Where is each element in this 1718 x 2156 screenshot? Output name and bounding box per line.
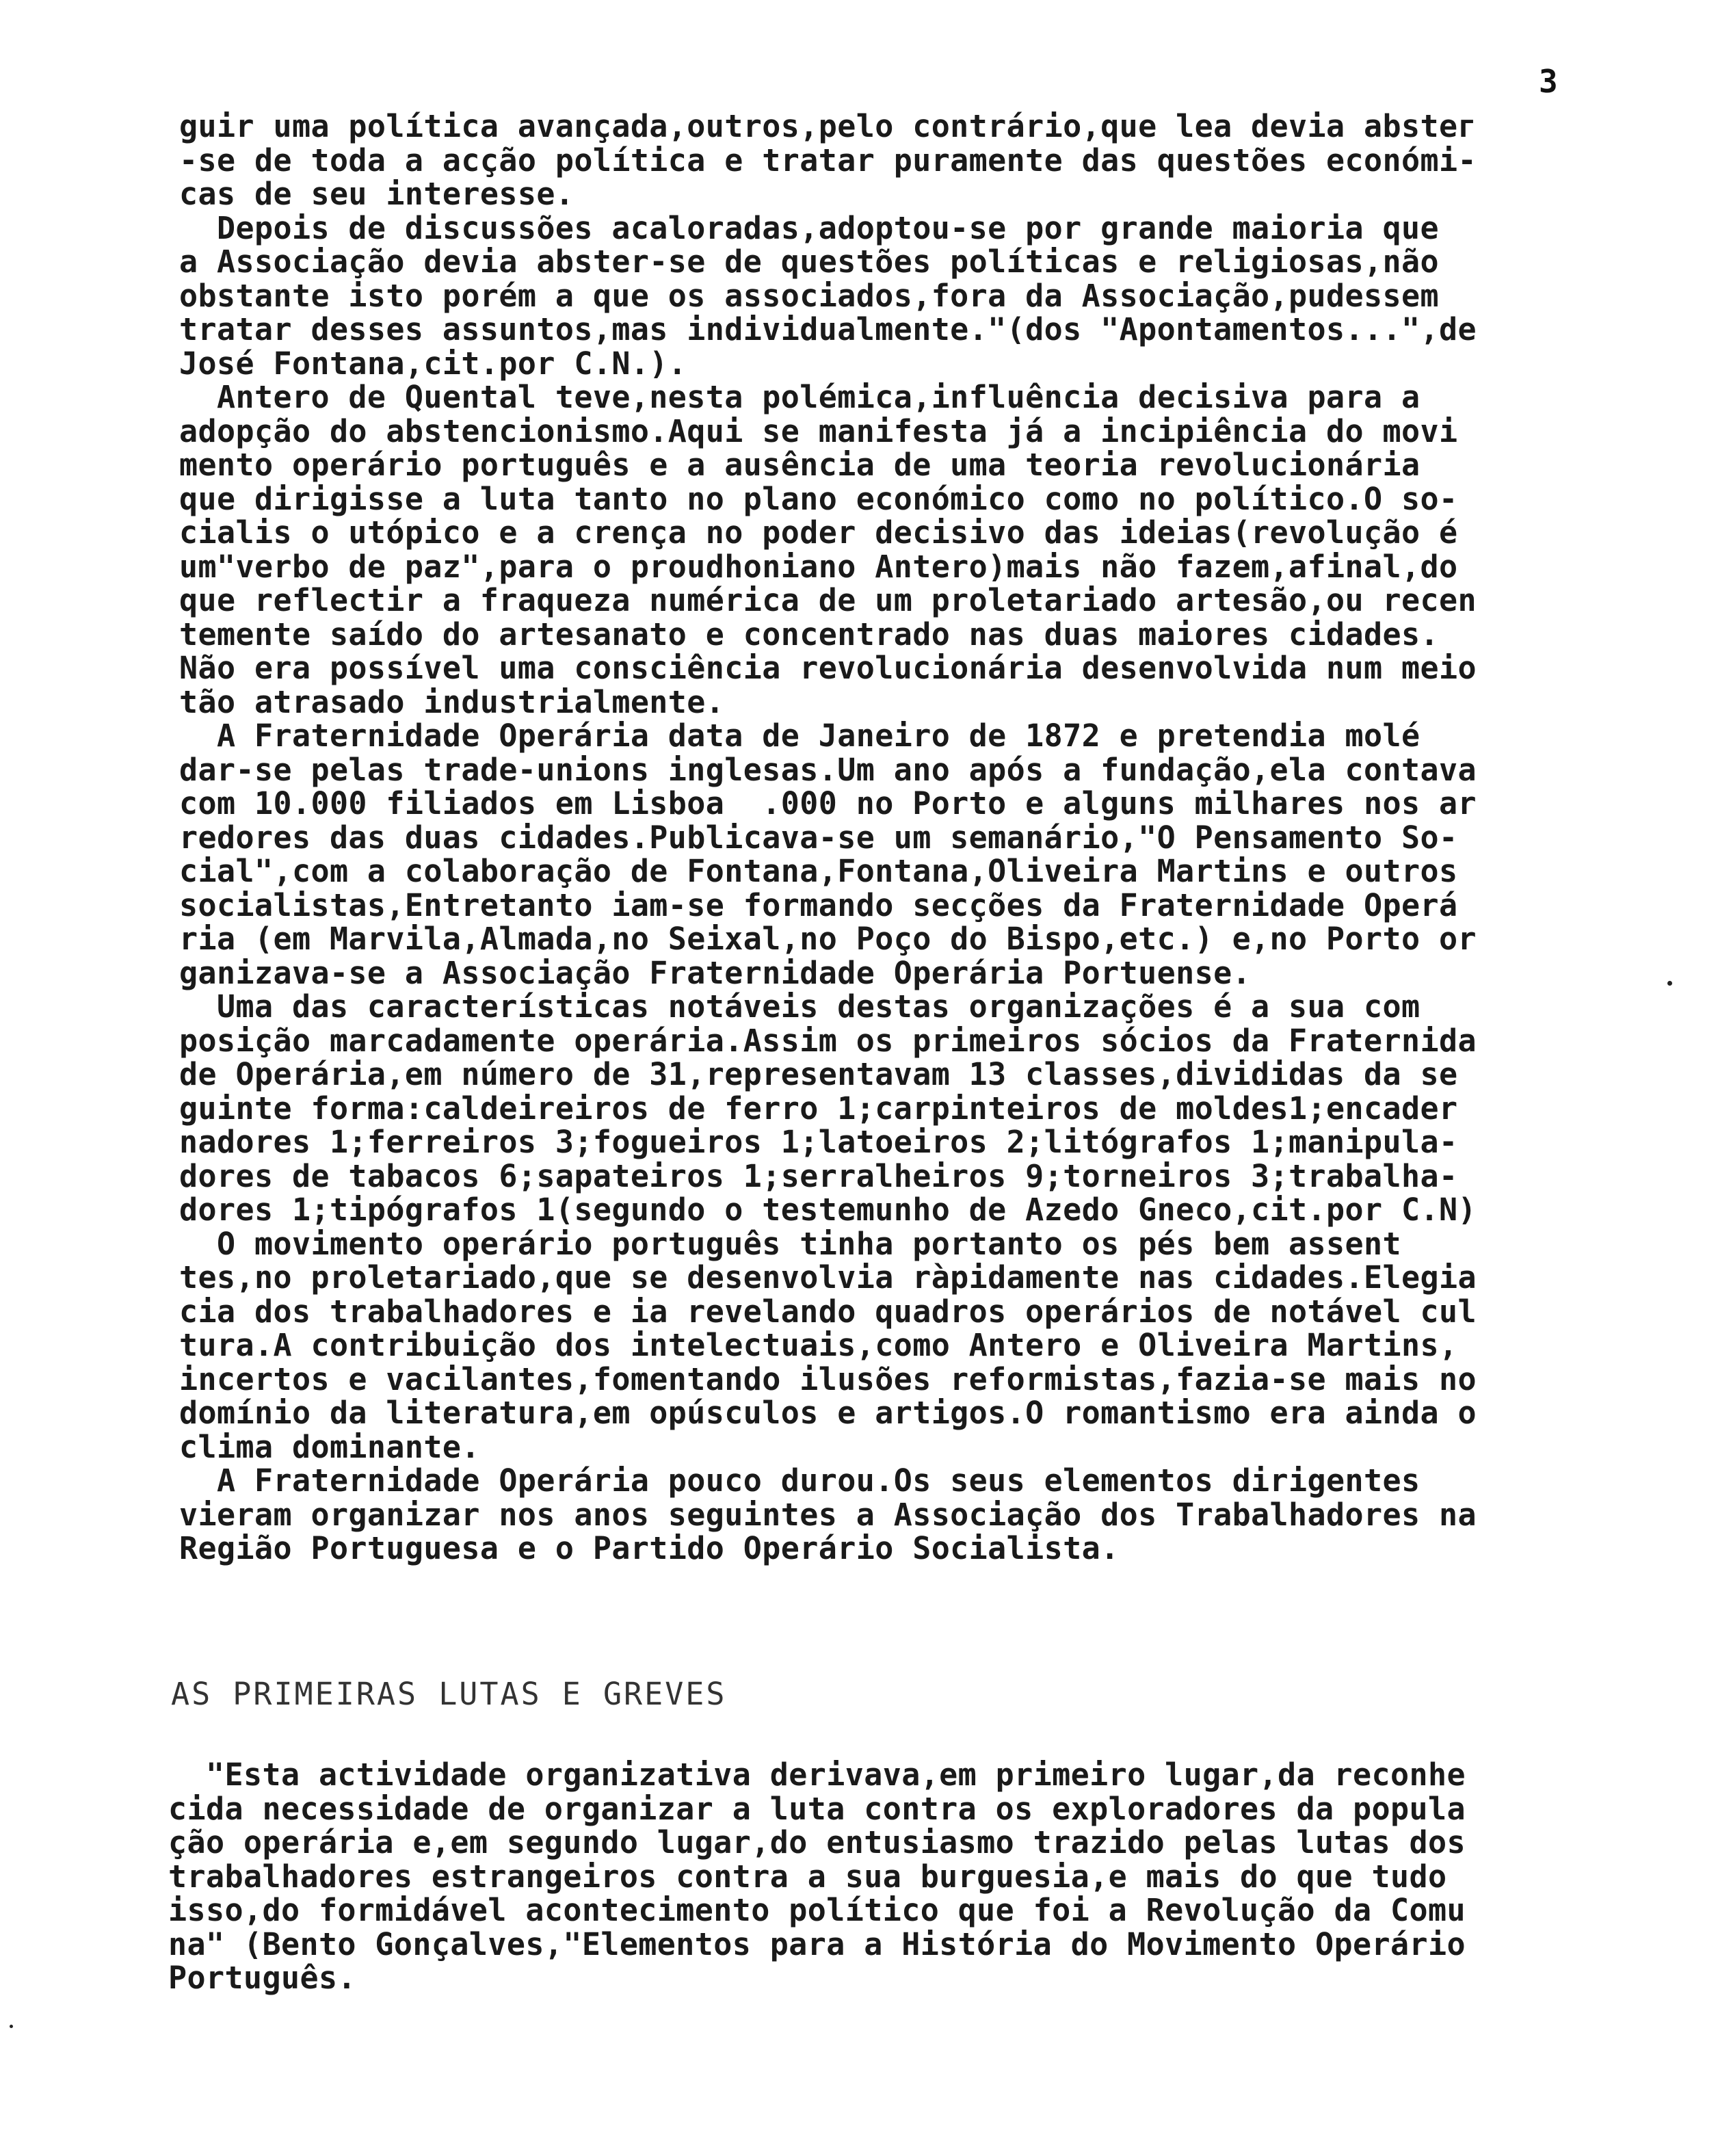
text-line: -se de toda a acção política e tratar puramente das questões económi- bbox=[179, 142, 1477, 179]
text-line: clima dominante. bbox=[179, 1428, 480, 1465]
text-line: A Fraternidade Operária pouco durou.Os seus elementos dirigentes bbox=[179, 1462, 1420, 1499]
ink-speck bbox=[10, 2025, 13, 2028]
quote-line: ção operária e,em segundo lugar,do entusiasmo trazido pelas lutas dos bbox=[168, 1824, 1466, 1861]
text-line: temente saído do artesanato e concentrado nas duas maiores cidades. bbox=[179, 616, 1439, 653]
text-line: posição marcadamente operária.Assim os primeiros sócios da Fraternida bbox=[179, 1022, 1477, 1059]
quote-line: cida necessidade de organizar a luta contra os exploradores da popula bbox=[168, 1790, 1466, 1827]
text-line: domínio da literatura,em opúsculos e artigos.O romantismo era ainda o bbox=[179, 1395, 1477, 1431]
text-line: Região Portuguesa e o Partido Operário Socialista. bbox=[179, 1530, 1120, 1566]
text-line: adopção do abstencionismo.Aqui se manifesta já a incipiência do movi bbox=[179, 412, 1458, 449]
text-line: incertos e vacilantes,fomentando ilusões reformistas,fazia-se mais no bbox=[179, 1360, 1477, 1397]
text-line: ganizava-se a Associação Fraternidade Operária Portuense. bbox=[179, 954, 1252, 991]
body-text bbox=[179, 109, 1588, 1566]
text-line: cial",com a colaboração de Fontana,Fontana,Oliveira Martins e outros bbox=[179, 853, 1458, 889]
text-line: um"verbo de paz",para o proudhoniano Antero)mais não fazem,afinal,do bbox=[179, 548, 1458, 585]
text-line: tes,no proletariado,que se desenvolvia ràpidamente nas cidades.Elegia bbox=[179, 1259, 1477, 1296]
text-line: Uma das características notáveis destas organizações é a sua com bbox=[179, 988, 1420, 1025]
text-line: dores 1;tipógrafos 1(segundo o testemunho de Azedo Gneco,cit.por C.N) bbox=[179, 1192, 1477, 1228]
section-heading: AS PRIMEIRAS LUTAS E GREVES bbox=[171, 1676, 727, 1712]
text-line: José Fontana,cit.por C.N.). bbox=[179, 345, 687, 382]
quote-line: na" (Bento Gonçalves,"Elementos para a História do Movimento Operário bbox=[168, 1925, 1466, 1962]
text-line: cas de seu interesse. bbox=[179, 176, 574, 212]
text-line: com 10.000 filiados em Lisboa .000 no Porto e alguns milhares nos ar bbox=[179, 785, 1477, 821]
text-line: nadores 1;ferreiros 3;fogueiros 1;latoeiros 2;litógrafos 1;manipula- bbox=[179, 1124, 1458, 1160]
ink-speck bbox=[1667, 981, 1672, 986]
text-line: socialistas,Entretanto iam-se formando secções da Fraternidade Operá bbox=[179, 886, 1458, 923]
text-line: que reflectir a fraqueza numérica de um proletariado artesão,ou recen bbox=[179, 582, 1477, 618]
text-line: dar-se pelas trade-unions inglesas.Um ano após a fundação,ela contava bbox=[179, 751, 1477, 788]
text-line: obstante isto porém a que os associados,fora da Associação,pudessem bbox=[179, 277, 1439, 314]
quote-line: "Esta actividade organizativa derivava,em primeiro lugar,da reconhe bbox=[168, 1757, 1466, 1793]
text-line: tura.A contribuição dos intelectuais,como Antero e Oliveira Martins, bbox=[179, 1327, 1458, 1363]
text-line: tratar desses assuntos,mas individualmente."(dos "Apontamentos...",de bbox=[179, 311, 1477, 347]
text-line: tão atrasado industrialmente. bbox=[179, 683, 725, 720]
text-line: Depois de discussões acaloradas,adoptou-se por grande maioria que bbox=[179, 209, 1439, 246]
text-line: de Operária,em número de 31,representavam 13 classes,divididas da se bbox=[179, 1056, 1458, 1092]
text-line: cia dos trabalhadores e ia revelando quadros operários de notável cul bbox=[179, 1293, 1477, 1330]
quote-line: isso,do formidável acontecimento político que foi a Revolução da Comu bbox=[168, 1892, 1466, 1928]
text-line: mento operário português e a ausência de uma teoria revolucionária bbox=[179, 447, 1420, 483]
text-line: dores de tabacos 6;sapateiros 1;serralheiros 9;torneiros 3;trabalha- bbox=[179, 1157, 1458, 1194]
text-line: Antero de Quental teve,nesta polémica,influência decisiva para a bbox=[179, 379, 1420, 415]
text-line: redores das duas cidades.Publicava-se um semanário,"O Pensamento So- bbox=[179, 819, 1458, 856]
text-line: Não era possível uma consciência revolucionária desenvolvida num meio bbox=[179, 650, 1477, 686]
page-number: 3 bbox=[1539, 63, 1558, 100]
text-line: guir uma política avançada,outros,pelo contrário,que lea devia absteг bbox=[179, 108, 1477, 144]
text-line: A Fraternidade Operária data de Janeiro de 1872 e pretendia molé bbox=[179, 718, 1420, 754]
text-line: cialis o utópico e a crença no poder decisivo das ideias(revolução é bbox=[179, 514, 1458, 551]
text-line: vieram organizar nos anos seguintes a Associação dos Trabalhadores na bbox=[179, 1496, 1477, 1533]
quote-line: Português. bbox=[168, 1960, 356, 1996]
text-line: que dirigisse a luta tanto no plano económico como no político.O so- bbox=[179, 480, 1458, 517]
text-line: a Associação devia abster-se de questões políticas e religiosas,não bbox=[179, 244, 1439, 280]
text-line: O movimento operário português tinha portanto os pés bem assent bbox=[179, 1225, 1401, 1262]
text-line: ria (em Marvila,Almada,no Seixal,no Poço do Bispo,etc.) e,no Porto or bbox=[179, 921, 1477, 957]
quote-paragraph bbox=[168, 1758, 1591, 1995]
quote-line: trabalhadores estrangeiros contra a sua burguesia,e mais do que tudo bbox=[168, 1858, 1447, 1895]
text-line: guinte forma:caldeireiros de ferro 1;carpinteiros de moldes1;encader bbox=[179, 1090, 1458, 1127]
